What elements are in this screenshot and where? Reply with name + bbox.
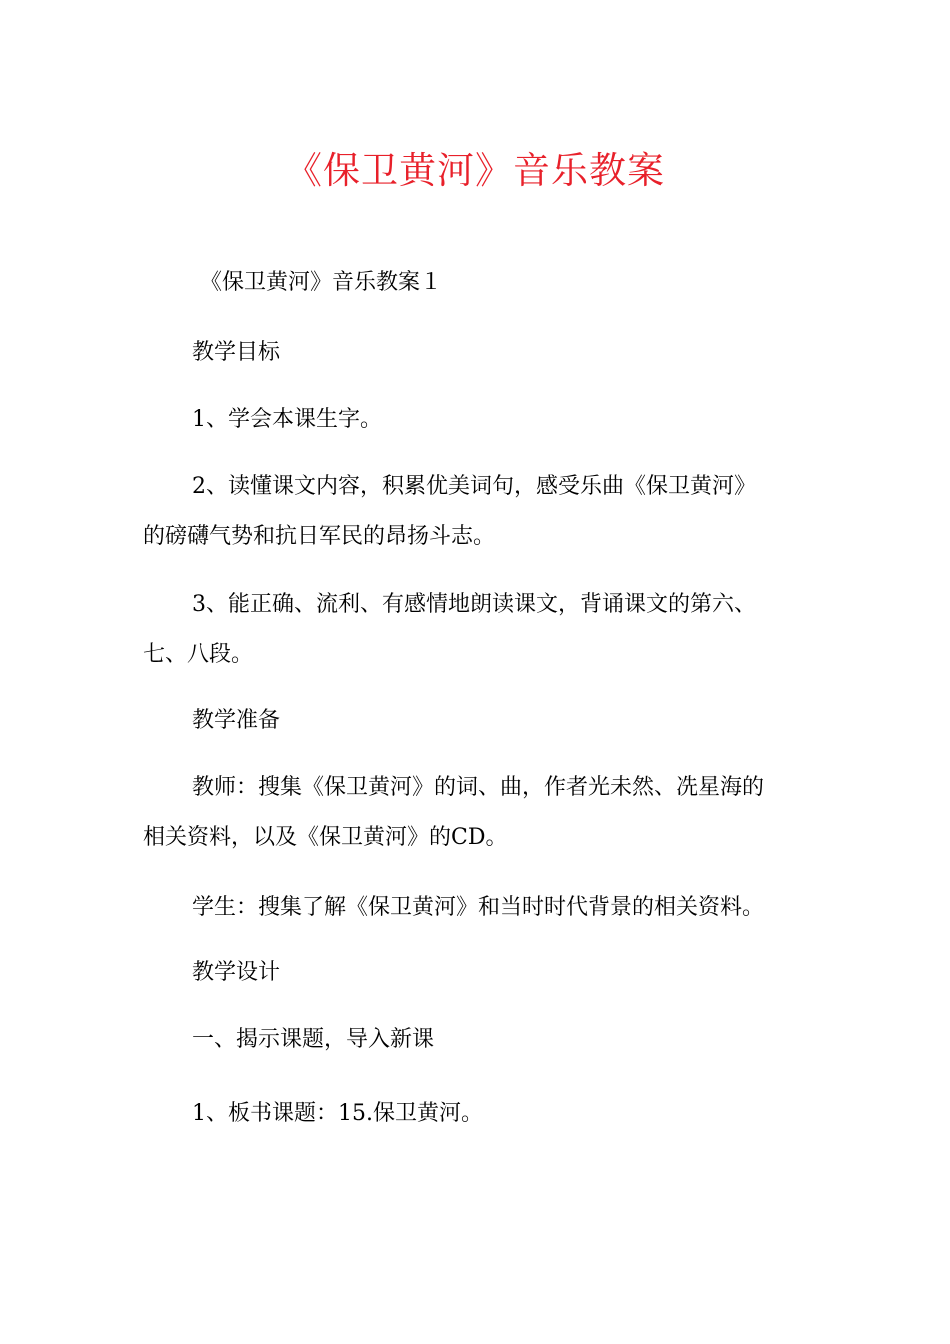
design-step-1: 一、揭示课题，导入新课	[192, 1027, 435, 1052]
goal-item-3-continued: 七、八段。	[143, 642, 254, 667]
preparation-student: 学生：搜集了解《保卫黄河》和当时时代背景的相关资料。	[192, 895, 765, 920]
document-title: 《保卫黄河》音乐教案	[285, 149, 665, 192]
design-step-1-item-1: 1、板书课题：15.保卫黄河。	[192, 1101, 483, 1126]
goal-item-2-continued: 的磅礴气势和抗日军民的昂扬斗志。	[143, 524, 496, 549]
heading-teaching-design: 教学设计	[192, 960, 281, 985]
goal-item-3: 3、能正确、流利、有感情地朗读课文，背诵课文的第六、	[192, 592, 756, 617]
goal-item-1: 1、学会本课生字。	[192, 407, 382, 432]
preparation-teacher-continued: 相关资料，以及《保卫黄河》的CD。	[143, 825, 508, 850]
heading-teaching-goals: 教学目标	[192, 340, 281, 365]
goal-item-2: 2、读懂课文内容，积累优美词句，感受乐曲《保卫黄河》	[192, 474, 756, 499]
preparation-teacher: 教师：搜集《保卫黄河》的词、曲，作者光未然、冼星海的	[192, 775, 765, 800]
heading-teaching-preparation: 教学准备	[192, 708, 281, 733]
section-subtitle: 《保卫黄河》音乐教案１	[200, 270, 443, 295]
